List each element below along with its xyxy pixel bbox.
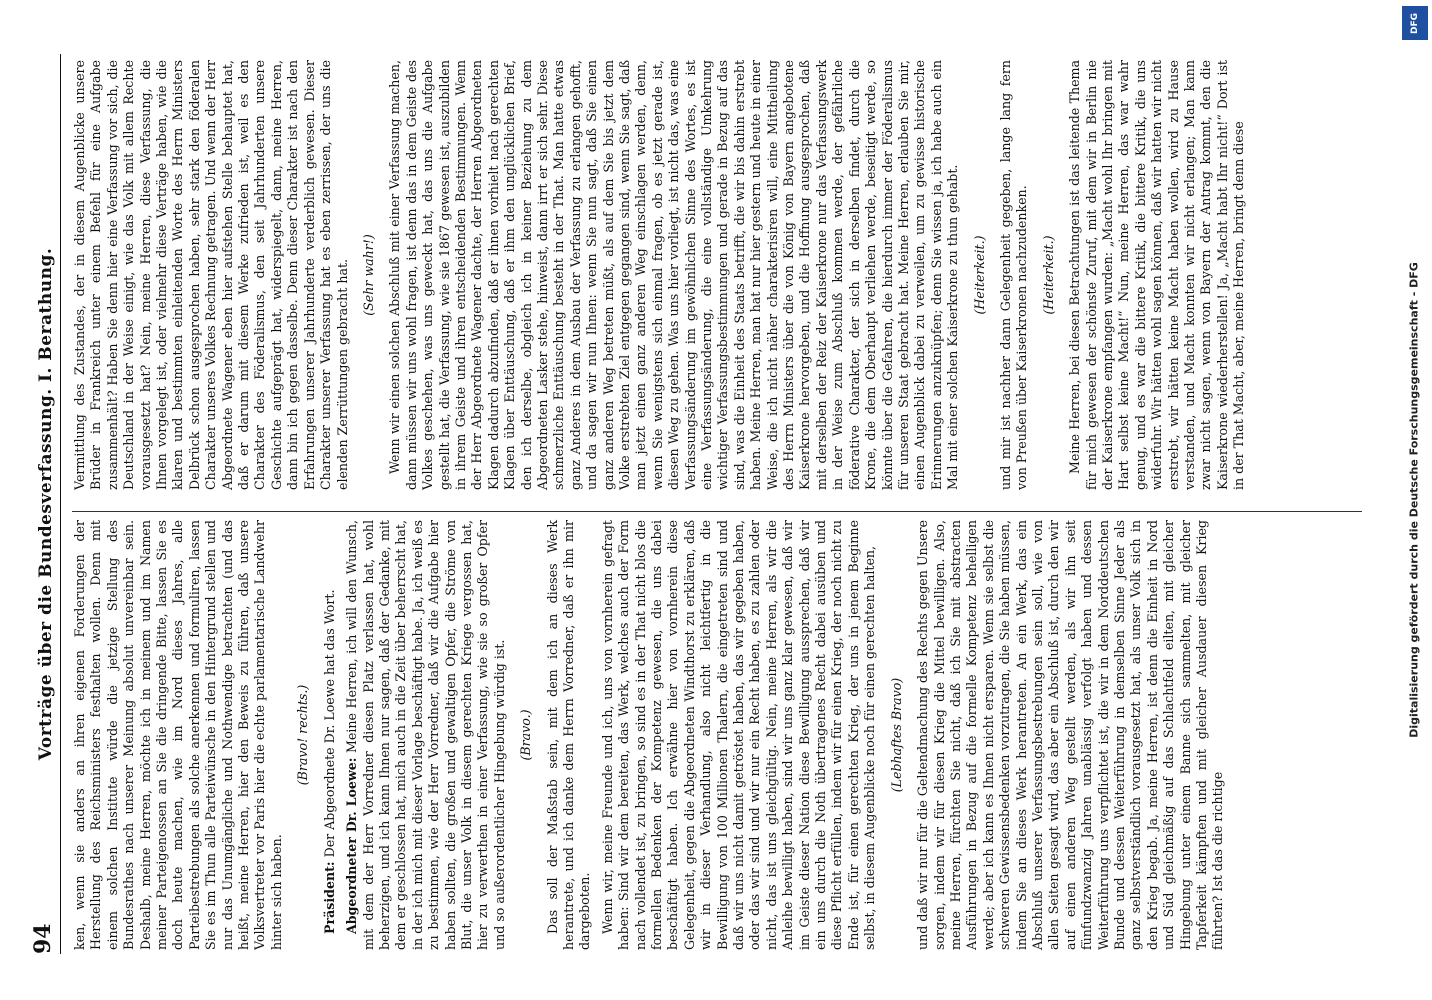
- speaker-label: Präsident:: [321, 861, 337, 934]
- interjection: (Bravo! rechts.): [295, 684, 311, 786]
- paragraph: Wenn wir, meine Freunde und ich, uns von vornherein gefragt haben: Sind wir dem bereiten, das Werk, welches auch der Form nach vollendet ist, zu bringen, so sind es in der That nicht blos die formellen Bedenken der Kompetenz gewesen, die uns dabei beschäftigt haben. Ich erwähne hier von vornherein diese Gelegenheit, gegen die Abgeordneten Windthorst zu erklären, daß wir in dieser Verhandlung, also nicht leichtfertig in die Bewilligung von 100 Millionen Thalern, die eingetreten sind und daß wir uns nicht damit getröstet haben, das wir gegeben haben, oder das wir sind und wir nur ein Recht haben, es zu zahlen oder nicht, das ist uns gleichgültig. Nein, meine Herren, als wir die Anleihe bewilligt haben, sind wir uns ganz klar gewesen, daß wir im Geiste dieser Nation diese Bewilligung aussprechen, daß wir ein uns durch die Noth übertragenes Recht dabei ausüben und diese Pflicht erfüllen, indem wir für einen Krieg, der noch nicht zu Ende ist, für einen gerechten Krieg, der uns in jenem Beginne selbst, in diesem Augenblicke noch für einen gerechten halten,: [599, 520, 878, 950]
- interjection: (Heiterkeit.): [1040, 235, 1056, 315]
- paragraph: Vermittlung des Zustandes, der in diesem Augenblicke unsere Brüder in Frankreich unter einem Befehl für eine Aufgabe zusammenhält? Haben Sie denn hier eine Verfassung vor sich, die Deutschland in der Weise einigt, wie das Volk mit allem Rechte vorausgesetzt hat? Nein, meine Herren, diese Verfassung, die Ihnen vorgelegt ist, oder vielmehr diese Verträge haben, wie die klaren und bestimmten einleitenden Worte des Herrn Ministers Delbrück schon ausgesprochen haben, sehr stark den föderalen Charakter unseres Volkes Rechnung getragen. Und wenn der Herr Abgeordnete Wagener eben hier aufstehen Stelle behauptet hat, daß er darum mit diesem Werke zufrieden ist, weil es den Charakter des Föderalismus, den seit Jahrhunderten unsere Geschichte aufgeprägt hat, widerspiegelt, dann, meine Herren, dann bin ich gegen dasselbe. Denn dieser Charakter ist nach den Erfahrungen unserer Jahrhunderte verderblich gewesen. Dieser Charakter unserer Verfassung hat es eben zerrissen, der uns die elenden Zerrüttungen gebracht hat.: [72, 60, 350, 490]
- paragraph: Wenn wir einen solchen Abschluß mit einer Verfassung machen, dann müssen wir uns wohl fragen, ist denn das in dem Geiste des Volkes geschehen, was uns geweckt hat, das uns die Aufgabe gestellt hat, die Verfassung, wie sie 1867 gewesen ist, auszubilden in ihrem Geiste und ihren entscheidenden Bestimmungen. Wenn der Herr Abgeordnete Wagener dachte, der Herren Abgeordneten Klagen dadurch abzufinden, daß er ihnen vorhielt nach gerechten Klagen über Enttäuschung, daß er ihm den unglücklichen Brief, den ich derselbe, obgleich ich in keiner Beziehung zu dem Abgeordneten Lasker stehe, hinweist, dann irrt er sich sehr. Diese schmerzliche Enttäuschung besteht in der That. Man hatte etwas ganz Anderes in dem Ausbau der Verfassung zu erlangen gehofft, und da sagen wir nun Ihnen: wenn Sie nun sagt, daß Sie einen ganz anderen Weg betreten müßt, als auf dem Sie bis jetzt dem Volke erstrebten Ziel entgegen gegangen sind, wenn Sie sagt, daß man jetzt einen ganz anderen Weg einschlagen werden, denn, wenn Sie wenigstens sich einmal fragen, ob es jetzt gerade ist, diesen Weg zu gehen. Was uns hier vorliegt, ist nicht das, was eine Verfassungsänderung im gewöhnlichen Sinne des Wortes, es ist eine Verfassungsänderung, die eine vollständige Umkehrung wichtiger Verfassungsbestimmungen und gerade in Bezug auf das sind, was die Einheit des Staats betrifft, die wir bis dahin erstrebt haben. Meine Herren, man hat nur hier gestern und heute in einer Weise, die ich nicht näher charakterisiren will, eine Mittheilung des Herrn Ministers über die von König von Bayern angebotene Kaiserkrone hervorgeben, und die Hoffnung ausgesprochen, daß mit derselben der Reiz der Kaiserkrone nur das Verfassungswerk in der Weise zum Abschluß kommen werde, der gefährliche föderative Charakter, der sich in derselben findet, durch die Krone, die dem Oberhaupt verliehen werde, beseitigt werde, so könnte über die Gefahren, die hierdurch immer der Föderalismus für unseren Staat gebracht hat. Meine Herren, erlauben Sie mir, einen Augenblick dabei zu verweilen, um zu gewisse historische Erinnerungen anzuknüpfen; denn Sie wissen ja, ich habe auch ein Mal mit einer solchen Kaiserkrone zu thun gehabt.: [387, 60, 961, 490]
- dfg-logo: DFG: [1402, 6, 1428, 40]
- right-column: [72, 60, 1254, 490]
- funding-note: Digitalisierung gefördert durch die Deutsche Forschungsgemeinschaft - DFG: [1407, 262, 1421, 738]
- paragraph: und mir ist nachher dann Gelegenheit gegeben, lange lang fern von Preußen über Kaiserkronen nachzudenken.: [997, 60, 1030, 490]
- interjection: (Heiterkeit.): [971, 235, 987, 315]
- paragraph: und daß wir nur für die Geltendmachung des Rechts gegen Unsere sorgen, indem wir für diesen Krieg die Mittel bewilligen. Also, meine Herren, fürchten Sie nicht, daß ich Sie mit abstracten Ausführungen in Bezug auf die formelle Kompetenz behelligen werde; aber ich kann es Ihnen nicht ersparen. Wenn sie selbst die schweren Gewissensbedenken vorzutragen, die Sie haben müssen, indem Sie an dieses Werk herantreten. An ein Werk, das ein Abschluß unserer Verfassungsbestrebungen sein soll, wie von allen Seiten gesagt wird, das aber ein Abschluß ist, durch den wir auf einen anderen Weg gestellt werden, als wir ihn seit fünfundzwanzig Jahren unablässig verfolgt haben und dessen Weiterführung uns verpflichtet ist, die wir in dem Norddeutschen Bunde und dessen Weiterführung in demselben Sinne Jeder als ganz selbstverständlich vorausgesetzt hat, als unser Volk sich in den Krieg begab. Ja, meine Herren, ist denn die Einheit in Nord und Süd gleichmäßig auf das Schlachtfeld eilten, mit gleicher Hingebung unter einem Banne sich sammelten, mit gleicher Tapferkeit kämpften und mit gleicher Ausdauer diesen Krieg führten? Ist das die richtige: [915, 520, 1226, 950]
- paragraph: Das soll der Maßstab sein, mit dem ich an dieses Werk herantrete, und ich danke dem Herrn Vorredner, daß er ihn mir dargeboten.: [544, 520, 593, 950]
- paragraph: ken, wenn sie anders an ihren eigenen Forderungen der Herstellung des Reichsministers festhalten wollen. Denn mit einem solchen Institute würde die jetzige Stellung des Bundesrathes nach unserer Meinung absolut unvereinbar sein. Deshalb, meine Herren, möchte ich in meinem und im Namen meiner Parteigenossen an Sie die dringende Bitte, lassen Sie es doch heute machen, wie im Nord dieses Jahres, alle Parteibestrebungen als solche anerkennen und formuliren, lassen Sie es im Thun alle Parteiwünsche in den Hintergrund stellen und nur das Unumgängliche und Nothwendige betrachten (und das heißt, meine Herren, hier den Beweis zu führen, daß unsere Volksvertreter vor Paris hier die echte parlamentarische Landwehr hinter sich haben.: [72, 520, 284, 950]
- column-divider: [72, 511, 1362, 512]
- page-number: 94: [30, 923, 56, 954]
- statement-text: Der Abgeordnete Dr. Loewe hat das Wort.: [321, 589, 337, 858]
- speaker-label: Abgeordneter Dr. Loewe:: [344, 757, 360, 934]
- speech-paragraph: [344, 520, 508, 950]
- left-column: [72, 520, 1233, 950]
- president-statement: [322, 520, 338, 950]
- paragraph: Meine Herren, bei diesen Betrachtungen ist das leitende Thema für mich gewesen der schönste Zuruf, mit dem wir in Berlin nie der Kaiserkrone empfangen wurden: „Macht wohl Ihr bringen mit Hart selbst keine Macht!“ Nun, meine Herren, das war wahr genug, und es war die bittere Kritik, die bittere Kritik, die uns widerfuhr. Wir hätten wohl sagen können, daß wir hatten wir nicht erstrebt, wir hätten keine Macht haben wollen, wird zu Hause verstanden, und Macht konnten wir nicht erlangen; Man kann zwar nicht sagen, wenn von Bayern der Antrag kommt, den die Kaiserkrone wiederherstellen! Ja, „Macht habt Ihr nicht!“ Dort ist in der That Macht, aber, meine Herren, bringt denn diese: [1067, 60, 1247, 490]
- dfg-sidebar: [1396, 0, 1432, 1000]
- interjection: (Lebhaftes Bravo): [888, 677, 904, 793]
- interjection: (Sehr wahr!): [360, 234, 376, 316]
- page-header: [30, 54, 61, 954]
- speech-text: Meine Herren, ich will den Wunsch, mit dem der Herr Vorredner diesen Platz verlassen hat, wohl beherzigen, und ich kann Ihnen nur sagen, daß der Gedanke, mit dem er geschlossen hat, mich auch in die Zeit über beherrscht hat, in der ich mich mit dieser Vorlage beschäftigt habe. Ja, ich weiß es zu bestimmen, wie der Herr Vorredner, daß wir die Aufgabe hier haben sollten, die großen und gewaltigen Opfer, die Ströme von Blut, die unser Volk in diesem gerechten Kriege vergossen hat, hier zu verwerthen in einer Verfassung, wie sie so großer Opfer und so außerordentlicher Hingebung würdig ist.: [344, 520, 507, 950]
- running-title: Vorträge über die Bundesverfassung. I. Berathung.: [36, 247, 56, 761]
- interjection: (Bravo.): [518, 709, 534, 761]
